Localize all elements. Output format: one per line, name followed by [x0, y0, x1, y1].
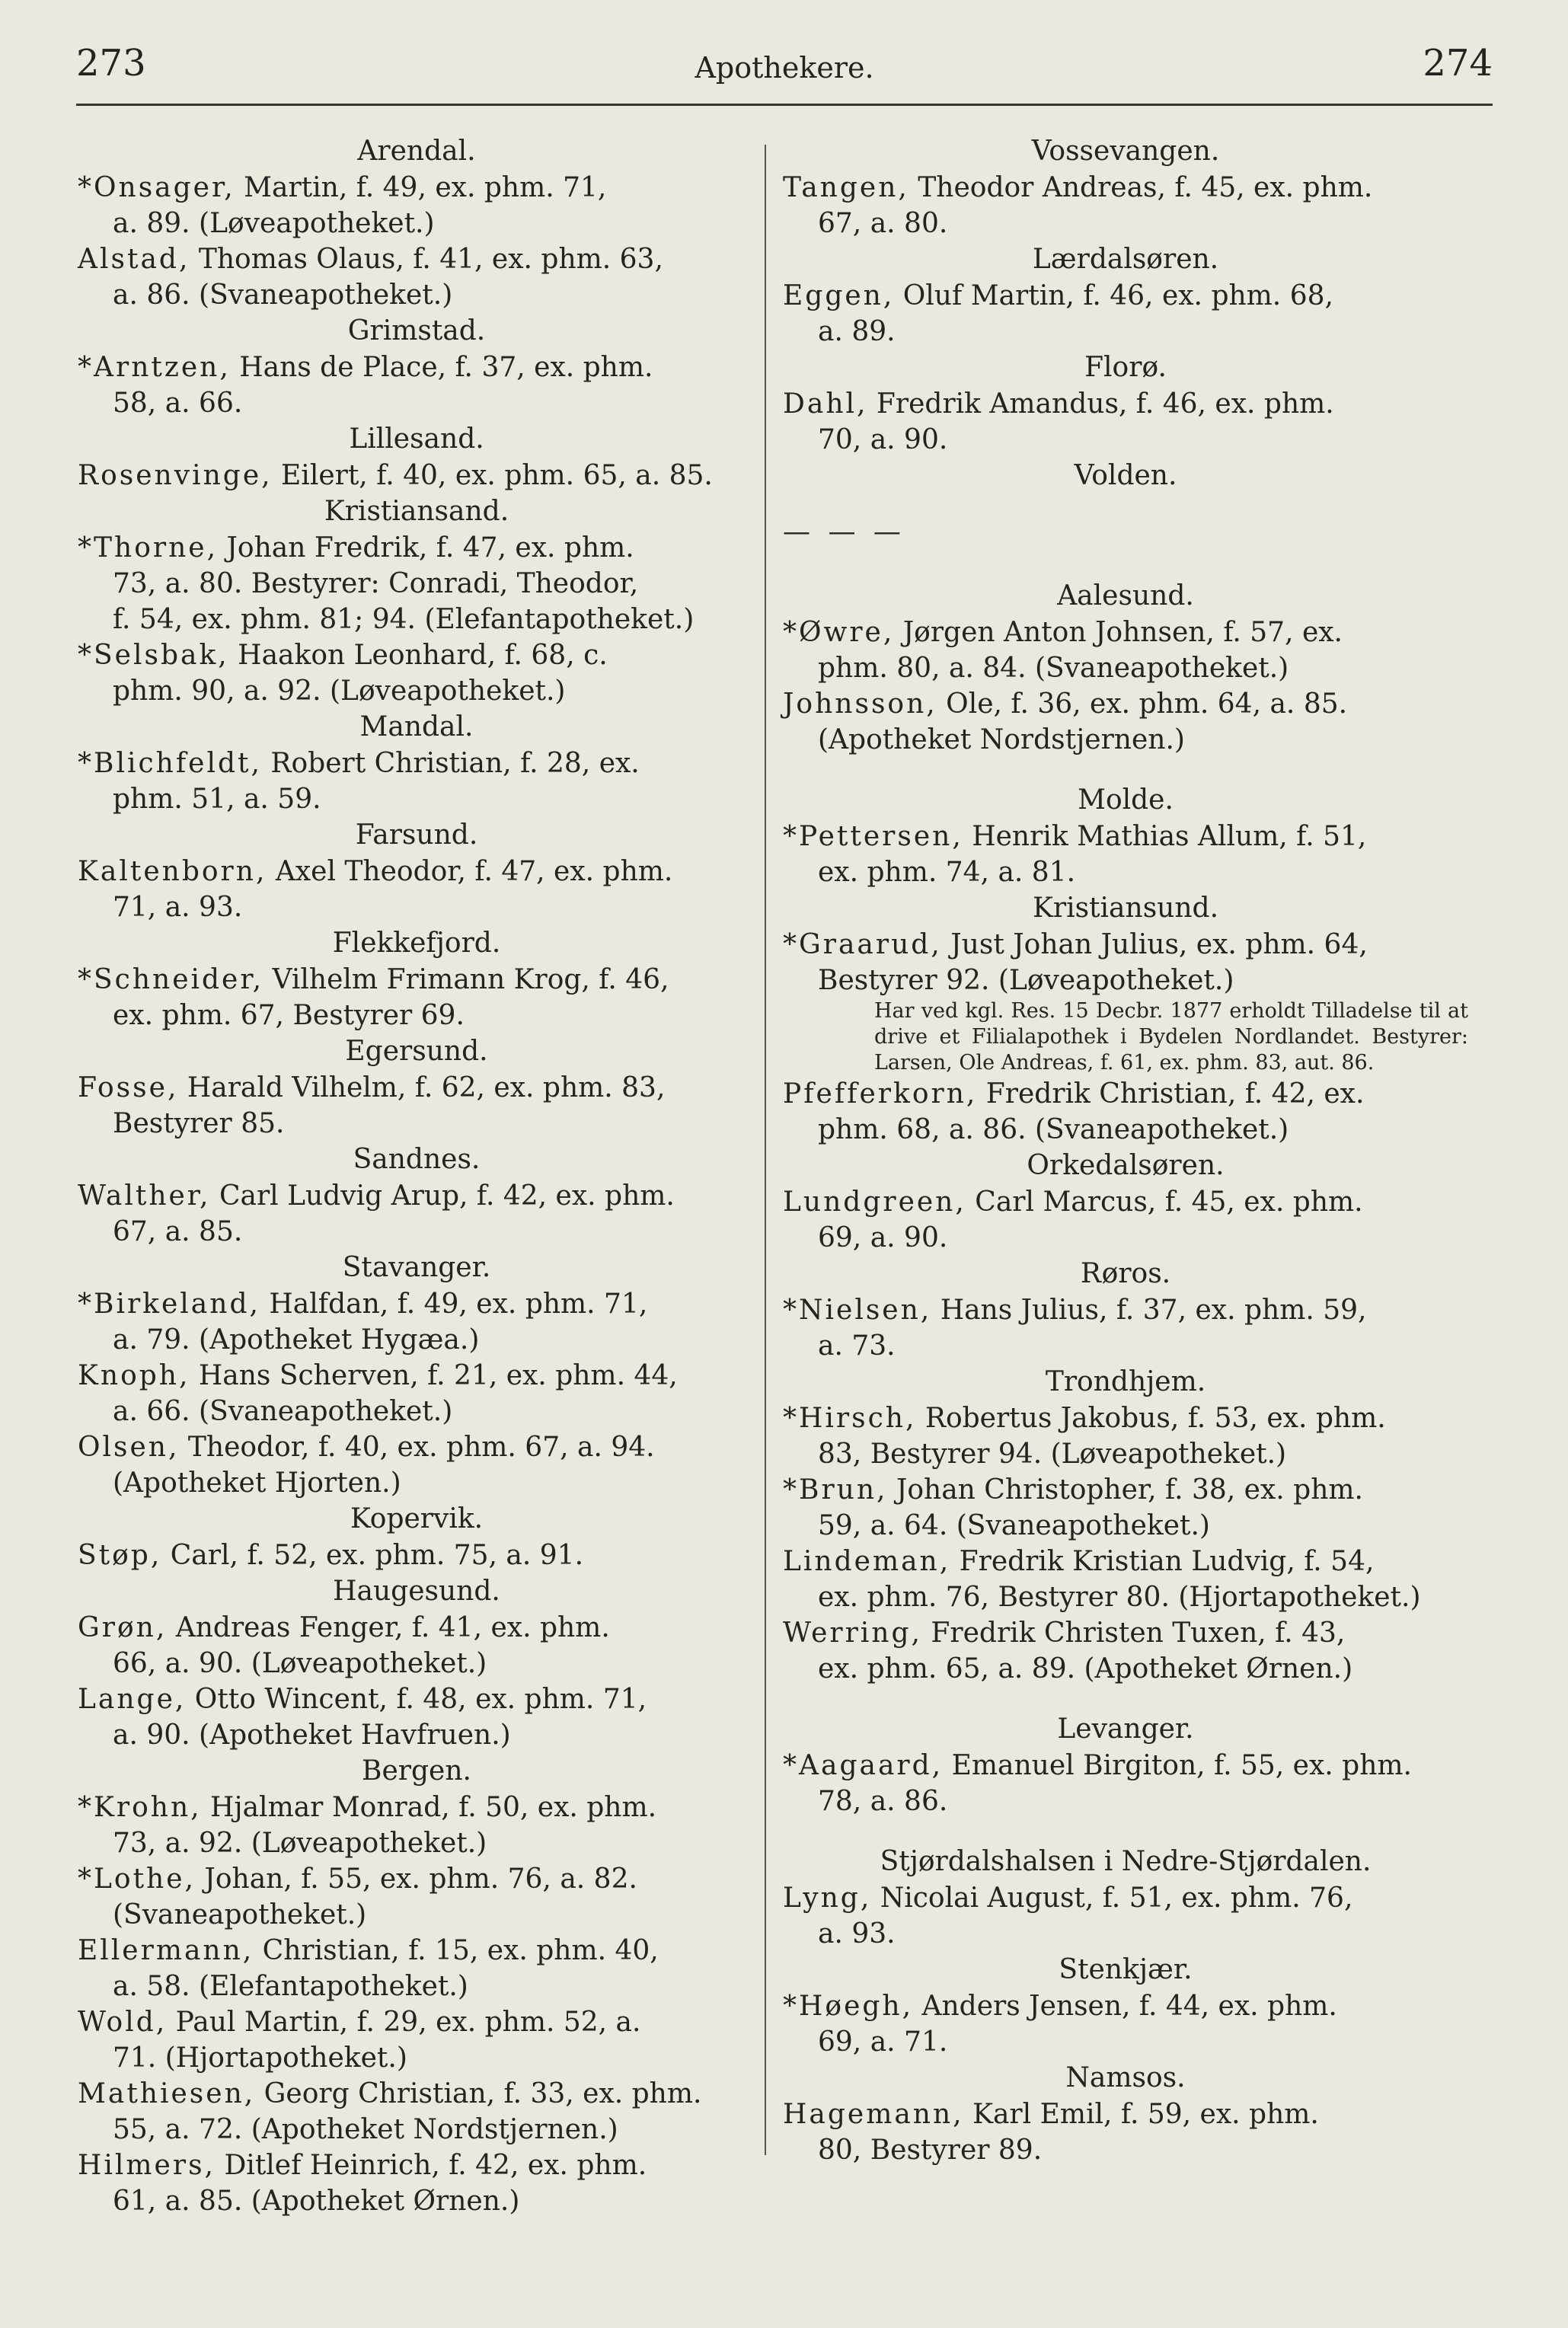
entry-line: Walther, Carl Ludvig Arup, f. 42, ex. phm.	[78, 1180, 675, 1212]
entry-line: Rosenvinge, Eilert, f. 40, ex. phm. 65, a. 85.	[78, 460, 713, 491]
entry-line: 67, a. 80.	[818, 208, 948, 239]
entry-line: (Apotheket Nordstjernen.)	[818, 724, 1185, 755]
place-heading: Kristiansund.	[1032, 893, 1219, 924]
entry-line: 69, a. 90.	[818, 1222, 948, 1253]
entry-line: ex. phm. 76, Bestyrer 80. (Hjortapotheket.)	[818, 1582, 1421, 1613]
entry-line: Wold, Paul Martin, f. 29, ex. phm. 52, a.	[78, 2007, 641, 2038]
entry-line: 58, a. 66.	[113, 388, 243, 419]
pharmacist-name: *Krohn,	[78, 1792, 202, 1823]
entry-line: 73, a. 80. Bestyrer: Conradi, Theodor,	[113, 568, 639, 599]
pharmacist-entry	[783, 2096, 1468, 2168]
pharmacist-entry	[783, 1880, 1468, 1952]
pharmacist-entry	[78, 1358, 755, 1429]
entry-line: Lange, Otto Wincent, f. 48, ex. phm. 71,	[78, 1684, 647, 1715]
header-rule	[76, 104, 1493, 106]
pharmacist-entry	[783, 1748, 1468, 1819]
pharmacist-entry	[78, 2148, 755, 2219]
entry-line: *Thorne, Johan Fredrik, f. 47, ex. phm.	[78, 532, 634, 564]
place-heading: Stjørdalshalsen i Nedre-Stjørdalen.	[880, 1846, 1372, 1877]
place-heading: Aalesund.	[1057, 580, 1194, 612]
entry-line: Hagemann, Karl Emil, f. 59, ex. phm.	[783, 2099, 1319, 2130]
entry-line: a. 90. (Apotheket Havfruen.)	[113, 1720, 511, 1751]
right-page-number: 274	[1423, 42, 1493, 85]
entry-line: 71, a. 93.	[113, 892, 243, 923]
entry-line: 70, a. 90.	[818, 424, 948, 455]
pharmacist-entry	[78, 1538, 755, 1573]
pharmacist-entry	[78, 746, 755, 817]
pharmacist-name: Johnsson,	[783, 688, 937, 720]
pharmacist-entry	[78, 241, 755, 313]
entry-line: 66, a. 90. (Løveapotheket.)	[113, 1648, 487, 1679]
pharmacist-name: Tangen,	[783, 172, 909, 203]
place-heading: Levanger.	[1057, 1713, 1194, 1745]
entry-line: Bestyrer 92. (Løveapotheket.)	[818, 965, 1234, 996]
entry-line: a. 58. (Elefantapotheket.)	[113, 1971, 468, 2002]
entry-line: Johnsson, Ole, f. 36, ex. phm. 64, a. 85.	[783, 688, 1348, 720]
place-heading: Haugesund.	[333, 1576, 500, 1607]
entry-line: f. 54, ex. phm. 81; 94. (Elefantapotheket.)	[113, 604, 695, 635]
pharmacist-name: Mathiesen,	[78, 2078, 256, 2109]
pharmacist-entry	[78, 170, 755, 241]
entry-line: Ellermann, Christian, f. 15, ex. phm. 40,	[78, 1935, 659, 1966]
pharmacist-name: Alstad,	[78, 244, 190, 275]
entry-line: 59, a. 64. (Svaneapotheket.)	[818, 1510, 1210, 1541]
entry-line: *Birkeland, Halfdan, f. 49, ex. phm. 71,	[78, 1289, 648, 1320]
right-column	[783, 133, 1468, 2168]
place-heading: Kristiansand.	[324, 496, 509, 527]
pharmacist-name: *Birkeland,	[78, 1289, 260, 1320]
spacer	[783, 758, 1468, 782]
entry-line: Bestyrer 85.	[113, 1108, 285, 1139]
entry-line: phm. 68, a. 86. (Svaneapotheket.)	[818, 1114, 1289, 1145]
entry-line: Lyng, Nicolai August, f. 51, ex. phm. 76,	[783, 1883, 1353, 1914]
entry-line: Støp, Carl, f. 52, ex. phm. 75, a. 91.	[78, 1540, 584, 1571]
pharmacist-entry	[78, 350, 755, 421]
pharmacist-entry	[783, 927, 1468, 998]
pharmacist-entry	[78, 1790, 755, 1861]
pharmacist-name: Werring,	[783, 1617, 922, 1649]
entry-line: a. 89.	[818, 316, 896, 347]
place-heading: Arendal.	[357, 136, 476, 167]
place-heading: Lillesand.	[349, 423, 484, 455]
place-heading: Molde.	[1078, 784, 1174, 816]
entry-line: 73, a. 92. (Løveapotheket.)	[113, 1828, 487, 1859]
entry-line: 61, a. 85. (Apotheket Ørnen.)	[113, 2186, 520, 2217]
entry-line: Dahl, Fredrik Amandus, f. 46, ex. phm.	[783, 388, 1334, 420]
pharmacist-entry	[78, 1070, 755, 1142]
entry-line: Fosse, Harald Vilhelm, f. 62, ex. phm. 83,	[78, 1072, 666, 1103]
pharmacist-entry	[78, 1429, 755, 1501]
pharmacist-entry	[783, 819, 1468, 890]
place-heading: Lærdalsøren.	[1032, 244, 1219, 275]
entry-line: *Graarud, Just Johan Julius, ex. phm. 64,	[783, 929, 1368, 960]
place-heading: Bergen.	[362, 1755, 471, 1787]
place-heading: Kopervik.	[350, 1503, 484, 1534]
entry-line: *Arntzen, Hans de Place, f. 37, ex. phm.	[78, 352, 653, 383]
pharmacist-entry	[783, 1400, 1468, 1472]
pharmacist-entry	[783, 1615, 1468, 1687]
pharmacist-name: Fosse,	[78, 1072, 179, 1103]
pharmacist-name: *Høegh,	[783, 1991, 914, 2022]
spacer	[783, 1687, 1468, 1711]
entry-line: Lundgreen, Carl Marcus, f. 45, ex. phm.	[783, 1186, 1363, 1218]
entry-line: *Aagaard, Emanuel Birgiton, f. 55, ex. phm.	[783, 1750, 1412, 1781]
entry-line: a. 93.	[818, 1918, 896, 1950]
pharmacist-name: *Øwre,	[783, 617, 895, 648]
place-heading: Flekkefjord.	[332, 928, 501, 959]
spacer	[783, 1819, 1468, 1844]
entry-line: *Hirsch, Robertus Jakobus, f. 53, ex. phm.	[783, 1403, 1386, 1434]
entry-line: a. 79. (Apotheket Hygæa.)	[113, 1324, 480, 1356]
entry-line: a. 73.	[818, 1330, 896, 1362]
pharmacist-name: Lindeman,	[783, 1546, 951, 1577]
entry-line: Mathiesen, Georg Christian, f. 33, ex. phm.	[78, 2078, 702, 2109]
pharmacist-entry	[78, 2076, 755, 2148]
page-header	[76, 42, 1493, 103]
pharmacist-name: *Pettersen,	[783, 821, 963, 852]
pharmacist-name: Walther,	[78, 1180, 211, 1212]
pharmacist-name: *Graarud,	[783, 929, 942, 960]
pharmacist-name: Kaltenborn,	[78, 856, 267, 887]
place-heading: Grimstad.	[347, 315, 486, 346]
entry-line: Olsen, Theodor, f. 40, ex. phm. 67, a. 94.	[78, 1432, 655, 1463]
entry-line: Werring, Fredrik Christen Tuxen, f. 43,	[783, 1617, 1346, 1649]
place-heading: Vossevangen.	[1031, 136, 1220, 167]
pharmacist-entry	[78, 854, 755, 925]
pharmacist-entry	[78, 458, 755, 493]
entry-line: Lindeman, Fredrik Kristian Ludvig, f. 54,	[783, 1546, 1375, 1577]
pharmacist-name: *Blichfeldt,	[78, 748, 262, 779]
entry-line: *Nielsen, Hans Julius, f. 37, ex. phm. 59,	[783, 1295, 1367, 1326]
pharmacist-entry	[783, 1472, 1468, 1544]
entry-line: phm. 80, a. 84. (Svaneapotheket.)	[818, 653, 1289, 684]
entry-line: *Schneider, Vilhelm Frimann Krog, f. 46,	[78, 964, 669, 995]
entry-line: *Høegh, Anders Jensen, f. 44, ex. phm.	[783, 1991, 1337, 2022]
entry-line: *Selsbak, Haakon Leonhard, f. 68, c.	[78, 640, 608, 671]
place-heading: Orkedalsøren.	[1027, 1150, 1225, 1181]
pharmacist-entry	[783, 170, 1468, 241]
entry-line: phm. 90, a. 92. (Løveapotheket.)	[113, 675, 566, 707]
place-heading: Florø.	[1084, 352, 1167, 383]
left-column	[78, 133, 755, 2219]
pharmacist-entry	[783, 1076, 1468, 1148]
footnote: Har ved kgl. Res. 15 Decbr. 1877 erholdt Tilladelse til at drive et Filialapothek i Bydelen Nordlandet. Bestyrer: Larsen, Ole Andreas, f. 61, ex. phm. 83, aut. 86.	[874, 999, 1468, 1075]
entry-line: a. 86. (Svaneapotheket.)	[113, 279, 453, 311]
place-heading: Egersund.	[345, 1036, 488, 1067]
entry-line: 83, Bestyrer 94. (Løveapotheket.)	[818, 1439, 1287, 1470]
pharmacist-name: Olsen,	[78, 1432, 180, 1463]
pharmacist-name: Lange,	[78, 1684, 187, 1715]
pharmacist-entry	[783, 386, 1468, 458]
entry-line: 71. (Hjortapotheket.)	[113, 2042, 407, 2074]
pharmacist-entry	[783, 615, 1468, 686]
entry-line: *Onsager, Martin, f. 49, ex. phm. 71,	[78, 172, 607, 203]
entry-line: a. 66. (Svaneapotheket.)	[113, 1396, 453, 1427]
place-heading: Stavanger.	[342, 1252, 491, 1283]
pharmacist-entry	[78, 637, 755, 709]
pharmacist-name: Knoph,	[78, 1360, 190, 1391]
place-heading: Mandal.	[359, 711, 474, 742]
pharmacist-name: Grøn,	[78, 1612, 168, 1643]
pharmacist-name: *Aagaard,	[783, 1750, 944, 1781]
entry-line: Knoph, Hans Scherven, f. 21, ex. phm. 44,	[78, 1360, 678, 1391]
entry-line: Alstad, Thomas Olaus, f. 41, ex. phm. 63,	[78, 244, 663, 275]
pharmacist-name: *Lothe,	[78, 1863, 196, 1895]
pharmacist-name: *Onsager,	[78, 172, 235, 203]
entry-line: Tangen, Theodor Andreas, f. 45, ex. phm.	[783, 172, 1373, 203]
pharmacist-entry	[783, 686, 1468, 758]
entry-line: 80, Bestyrer 89.	[818, 2135, 1043, 2166]
pharmacist-name: Wold,	[78, 2007, 168, 2038]
pharmacist-entry	[78, 1933, 755, 2004]
entry-line: Grøn, Andreas Fenger, f. 41, ex. phm.	[78, 1612, 610, 1643]
entry-line: 67, a. 85.	[113, 1216, 243, 1247]
pharmacist-entry	[783, 1184, 1468, 1256]
place-heading: Sandnes.	[353, 1144, 481, 1175]
place-heading: Stenkjær.	[1059, 1954, 1193, 1985]
pharmacist-entry	[78, 1861, 755, 1933]
entry-line: *Lothe, Johan, f. 55, ex. phm. 76, a. 82.	[78, 1863, 637, 1895]
pharmacist-name: *Thorne,	[78, 532, 219, 564]
pharmacist-entry	[78, 1178, 755, 1250]
entry-line: Hilmers, Ditlef Heinrich, f. 42, ex. phm.	[78, 2150, 647, 2181]
pharmacist-entry	[78, 1610, 755, 1681]
entry-line: Pfefferkorn, Fredrik Christian, f. 42, ex.	[783, 1078, 1365, 1110]
page-title: Apothekere.	[695, 51, 874, 85]
entry-line: 55, a. 72. (Apotheket Nordstjernen.)	[113, 2114, 618, 2145]
entry-line: Kaltenborn, Axel Theodor, f. 47, ex. phm.	[78, 856, 673, 887]
pharmacist-name: *Nielsen,	[783, 1295, 932, 1326]
pharmacist-name: Pfefferkorn,	[783, 1078, 978, 1110]
pharmacist-entry	[78, 2004, 755, 2076]
entry-line: *Pettersen, Henrik Mathias Allum, f. 51,	[783, 821, 1367, 852]
pharmacist-name: *Brun,	[783, 1474, 888, 1506]
pharmacist-entry	[783, 1988, 1468, 2060]
entry-line: Eggen, Oluf Martin, f. 46, ex. phm. 68,	[783, 280, 1333, 311]
pharmacist-entry	[783, 1292, 1468, 1364]
pharmacist-entry	[78, 962, 755, 1033]
place-heading: Røros.	[1080, 1258, 1171, 1289]
entry-line: *Øwre, Jørgen Anton Johnsen, f. 57, ex.	[783, 617, 1343, 648]
place-heading: Namsos.	[1065, 2062, 1186, 2093]
entry-line: (Svaneapotheket.)	[113, 1899, 367, 1930]
entry-line: 78, a. 86.	[818, 1786, 948, 1817]
pharmacist-name: Dahl,	[783, 388, 868, 420]
entry-line: *Krohn, Hjalmar Monrad, f. 50, ex. phm.	[78, 1792, 657, 1823]
pharmacist-name: Eggen,	[783, 280, 895, 311]
pharmacist-name: Støp,	[78, 1540, 162, 1571]
place-heading: Trondhjem.	[1045, 1366, 1206, 1397]
entry-line: *Blichfeldt, Robert Christian, f. 28, ex.	[78, 748, 640, 779]
pharmacist-name: Lundgreen,	[783, 1186, 966, 1218]
pharmacist-entry	[78, 530, 755, 637]
pharmacist-name: Rosenvinge,	[78, 460, 273, 491]
pharmacist-entry	[783, 278, 1468, 350]
pharmacist-name: *Selsbak,	[78, 640, 229, 671]
pharmacist-name: Hilmers,	[78, 2150, 216, 2181]
entry-line: ex. phm. 67, Bestyrer 69.	[113, 1000, 465, 1031]
pharmacist-name: Ellermann,	[78, 1935, 254, 1966]
entry-line: phm. 51, a. 59.	[113, 784, 321, 815]
pharmacist-entry	[78, 1681, 755, 1753]
entry-line: a. 89. (Løveapotheket.)	[113, 208, 435, 239]
dash-separator: — — —	[783, 516, 905, 548]
column-divider	[765, 145, 766, 2155]
entry-line: *Brun, Johan Christopher, f. 38, ex. phm.	[783, 1474, 1363, 1506]
entry-line: 69, a. 71.	[818, 2026, 948, 2058]
pharmacist-name: Lyng,	[783, 1883, 872, 1914]
entry-line: ex. phm. 74, a. 81.	[818, 857, 1076, 888]
pharmacist-entry	[78, 1286, 755, 1358]
place-heading: Farsund.	[355, 819, 478, 851]
place-heading: Volden.	[1074, 460, 1177, 491]
pharmacist-name: *Arntzen,	[78, 352, 231, 383]
entry-line: ex. phm. 65, a. 89. (Apotheket Ørnen.)	[818, 1653, 1353, 1685]
pharmacist-name: *Schneider,	[78, 964, 264, 995]
pharmacist-name: *Hirsch,	[783, 1403, 917, 1434]
pharmacist-entry	[783, 1544, 1468, 1615]
left-page-number: 273	[76, 42, 146, 85]
entry-line: (Apotheket Hjorten.)	[113, 1467, 401, 1499]
pharmacist-name: Hagemann,	[783, 2099, 964, 2130]
